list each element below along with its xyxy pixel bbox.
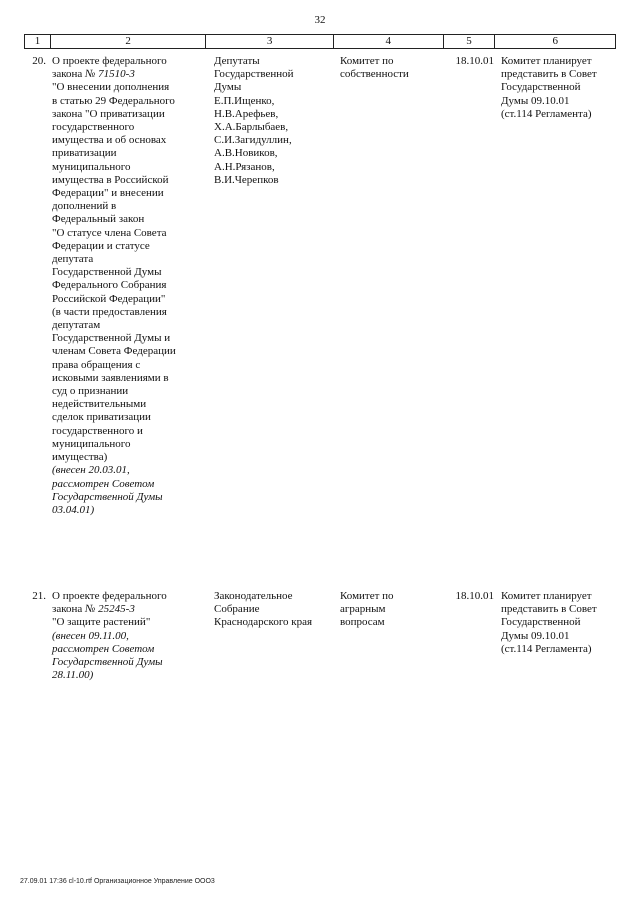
cell-line: Государственной bbox=[501, 81, 581, 94]
description-line: "О защите растений" bbox=[52, 616, 151, 629]
description-line: муниципального bbox=[52, 160, 131, 173]
cell-line: Н.В.Арефьев, bbox=[214, 107, 279, 120]
description-line: Государственной Думы bbox=[52, 656, 163, 669]
cell-line: А.В.Новиков, bbox=[214, 147, 278, 160]
row-date: 18.10.01 bbox=[455, 55, 494, 67]
table-row bbox=[24, 590, 616, 682]
cell-line: Х.А.Барлыбаев, bbox=[214, 121, 289, 134]
cell-line: Государственной bbox=[214, 68, 294, 81]
header-col-2: 2 bbox=[51, 35, 206, 48]
description-line: исковыми заявлениями в bbox=[52, 371, 169, 384]
cell-line: Думы 09.10.01 bbox=[501, 629, 570, 642]
description-line: депутатам bbox=[52, 319, 101, 332]
description-line: в статью 29 Федерального bbox=[52, 94, 175, 107]
description-line bbox=[52, 68, 206, 81]
table-row bbox=[24, 55, 616, 517]
row-initiator bbox=[206, 55, 334, 517]
description-line: "О внесении дополнения bbox=[52, 81, 170, 94]
description-line: 28.11.00) bbox=[52, 669, 94, 682]
table-header bbox=[24, 34, 616, 49]
row-number: 21. bbox=[32, 590, 46, 602]
cell-line: В.И.Черепков bbox=[214, 173, 279, 186]
cell-line: Комитет планирует bbox=[501, 55, 592, 67]
bill-number: № 25245-3 bbox=[85, 603, 135, 616]
description-line bbox=[52, 603, 206, 616]
page-number: 32 bbox=[314, 14, 326, 26]
description-line: суд о признании bbox=[52, 385, 129, 398]
description-line: Государственной Думы bbox=[52, 266, 162, 279]
description-line: Государственной Думы bbox=[52, 490, 163, 503]
row-committee bbox=[334, 590, 444, 682]
description-line: (внесен 09.11.00, bbox=[52, 629, 129, 642]
row-initiator bbox=[206, 590, 334, 682]
header-col-5: 5 bbox=[444, 35, 496, 48]
cell-line: Комитет по bbox=[340, 590, 394, 602]
cell-line: Краснодарского края bbox=[214, 616, 313, 629]
cell-line: представить в Совет bbox=[501, 68, 597, 81]
description-line: Российской Федерации" bbox=[52, 292, 166, 305]
cell-line: Думы bbox=[214, 81, 242, 94]
description-line: приватизации bbox=[52, 147, 117, 160]
description-line: рассмотрен Советом bbox=[52, 477, 155, 490]
header-col-4: 4 bbox=[334, 35, 444, 48]
description-line: рассмотрен Советом bbox=[52, 642, 155, 655]
description-line: муниципального bbox=[52, 437, 131, 450]
description-line: государственного bbox=[52, 121, 135, 134]
description-line: "О статусе члена Совета bbox=[52, 226, 167, 239]
description-line: Государственной Думы и bbox=[52, 332, 171, 345]
cell-line: представить в Совет bbox=[501, 603, 597, 616]
description-line: имущества) bbox=[52, 451, 108, 464]
bill-number: № 71510-3 bbox=[85, 68, 135, 81]
description-line: (внесен 20.03.01, bbox=[52, 464, 130, 477]
law-prefix: закона bbox=[52, 603, 86, 616]
cell-line: А.Н.Рязанов, bbox=[214, 160, 275, 173]
cell-line: Комитет планирует bbox=[501, 590, 592, 602]
cell-line: (ст.114 Регламента) bbox=[501, 642, 592, 655]
cell-line: Думы 09.10.01 bbox=[501, 94, 570, 107]
law-prefix: закона bbox=[52, 68, 86, 81]
description-line: Федерального Собрания bbox=[52, 279, 167, 292]
header-col-1: 1 bbox=[25, 35, 51, 48]
document-footer: 27.09.01 17:36 cl-10.rtf Организационное Управление ООО3 bbox=[20, 878, 215, 885]
row-date: 18.10.01 bbox=[455, 590, 494, 602]
description-line: О проекте федерального bbox=[52, 55, 167, 67]
description-line: имущества и об основах bbox=[52, 134, 167, 147]
cell-line: Комитет по bbox=[340, 55, 394, 67]
row-number: 20. bbox=[32, 55, 46, 67]
cell-line: вопросам bbox=[340, 616, 385, 629]
description-line: государственного и bbox=[52, 424, 143, 437]
description-line: (в части предоставления bbox=[52, 305, 167, 318]
cell-line: собственности bbox=[340, 68, 409, 81]
cell-line: Государственной bbox=[501, 616, 581, 629]
row-description bbox=[50, 55, 206, 517]
row-description bbox=[50, 590, 206, 682]
description-line: Федеральный закон bbox=[52, 213, 145, 226]
cell-line: аграрным bbox=[340, 603, 386, 616]
cell-line: Законодательное bbox=[214, 590, 293, 602]
description-line: сделок приватизации bbox=[52, 411, 151, 424]
description-line: имущества в Российской bbox=[52, 173, 169, 186]
cell-line: (ст.114 Регламента) bbox=[501, 107, 592, 120]
description-line: Федерации и статусе bbox=[52, 239, 150, 252]
description-line: 03.04.01) bbox=[52, 503, 95, 516]
cell-line: Депутаты bbox=[214, 55, 260, 67]
description-line: закона "О приватизации bbox=[52, 107, 165, 120]
row-note bbox=[496, 590, 616, 682]
cell-line: Е.П.Ищенко, bbox=[214, 94, 275, 107]
row-note bbox=[496, 55, 616, 517]
header-col-3: 3 bbox=[206, 35, 334, 48]
cell-line: Собрание bbox=[214, 603, 260, 616]
description-line: дополнений в bbox=[52, 200, 117, 213]
description-line: недействительными bbox=[52, 398, 147, 411]
header-col-6: 6 bbox=[552, 35, 558, 47]
description-line: О проекте федерального bbox=[52, 590, 167, 602]
description-line: членам Совета Федерации bbox=[52, 345, 176, 358]
cell-line: С.И.Загидуллин, bbox=[214, 134, 292, 147]
description-line: Федерации" и внесении bbox=[52, 187, 164, 200]
row-committee bbox=[334, 55, 444, 517]
description-line: депутата bbox=[52, 253, 94, 266]
description-line: права обращения с bbox=[52, 358, 141, 371]
